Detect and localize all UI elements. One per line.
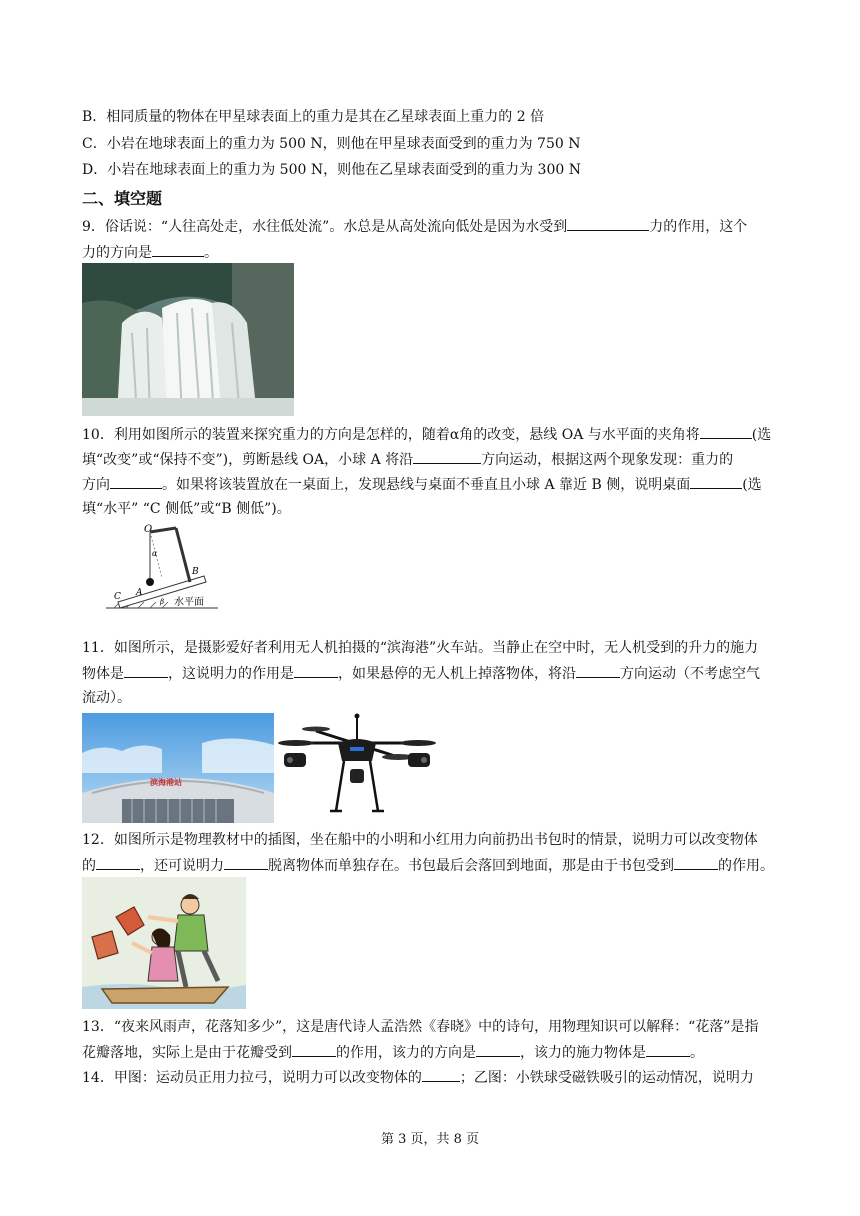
- station-image: [82, 713, 274, 823]
- q13-text-b: 的作用，该力的方向是: [336, 1045, 476, 1061]
- label-alpha: α: [152, 549, 158, 558]
- q10-blank-2: [413, 449, 481, 464]
- q13-line2: [82, 1042, 704, 1063]
- label-ground: 水平面: [174, 597, 204, 608]
- q11-line3: 流动）。: [82, 690, 131, 706]
- q12-text-b: ，还可说明力: [140, 858, 224, 874]
- q10-text-c: 填“改变”或“保持不变”)，剪断悬线 OA，小球 A 将沿: [82, 452, 414, 468]
- q13-text-c: ，该力的施力物体是: [520, 1045, 646, 1061]
- q9-blank-2: [152, 242, 204, 257]
- q13-line1: 13．“夜来风雨声，花落知多少”，这是唐代诗人孟浩然《春晓》中的诗句，用物理知识可以解释：“花落”是指: [82, 1019, 759, 1035]
- q12-line2: [82, 855, 774, 876]
- q14-text-b: ；乙图：小铁球受磁铁吸引的运动情况，说明力: [459, 1070, 754, 1086]
- q11-blank-2: [294, 663, 338, 678]
- q12-blank-2: [224, 855, 268, 870]
- q10-text-b: (选: [751, 427, 772, 443]
- q11-text-c: ，如果悬停的无人机上掉落物体，将沿: [338, 666, 576, 682]
- q12-text-c: 脱离物体而单独存在。书包最后会落回到地面，那是由于书包受到: [268, 858, 674, 874]
- q11-text-b: ，这说明力的作用是: [168, 666, 294, 682]
- q9-text-d: 。: [204, 245, 218, 261]
- q13-text-d: 。: [690, 1045, 704, 1061]
- q10-line3: [82, 474, 762, 495]
- section-title: 二、填空题: [82, 189, 163, 208]
- q10-blank-4: [690, 474, 742, 489]
- q10-text-f: 。如果将该装置放在一桌面上，发现悬线与桌面不垂直且小球 A 靠近 B 侧，说明桌面: [162, 477, 691, 493]
- boat-illustration: [82, 877, 246, 1009]
- q10-line2: [82, 449, 733, 470]
- q9-text-a: 9．俗话说：“人往高处走，水往低处流”。水总是从高处流向低处是因为水受到: [82, 219, 568, 235]
- gravity-direction-diagram: [104, 522, 220, 614]
- option-c: C．小岩在地球表面上的重力为 500 N，则他在甲星球表面受到的重力为 750 N: [82, 136, 581, 152]
- q11-line1: 11．如图所示，是摄影爱好者利用无人机拍摄的“滨海港”火车站。当静止在空中时，无人机受到的升力的施力: [82, 640, 759, 656]
- q12-text-a: 的: [82, 858, 96, 874]
- q10-text-e: 方向: [82, 477, 110, 493]
- option-d: D．小岩在地球表面上的重力为 500 N，则他在乙星球表面受到的重力为 300 N: [82, 162, 581, 178]
- label-o: O: [144, 524, 153, 535]
- q9-blank-1: [567, 216, 649, 231]
- q10-blank-1: [700, 424, 752, 439]
- q14-line1: [82, 1067, 754, 1088]
- q14-text-a: 14．甲图：运动员正用力拉弓，说明力可以改变物体的: [82, 1070, 422, 1086]
- q13-text-a: 花瓣落地，实际上是由于花瓣受到: [82, 1045, 292, 1061]
- q13-blank-3: [646, 1042, 690, 1057]
- station-sign: 滨海港站: [150, 778, 182, 787]
- q9-text-b: 力的作用，这个: [649, 219, 748, 235]
- label-c: C: [114, 592, 121, 602]
- q12-blank-1: [96, 855, 140, 870]
- label-b: B: [192, 567, 199, 577]
- q11-text-d: 方向运动（不考虑空气: [620, 666, 760, 682]
- q14-blank-1: [422, 1067, 460, 1082]
- label-beta: β: [160, 598, 165, 606]
- q12-text-d: 的作用。: [718, 858, 774, 874]
- q11-text-a: 物体是: [82, 666, 124, 682]
- q13-blank-1: [292, 1042, 336, 1057]
- drone-image: [276, 713, 438, 817]
- q10-line4: 填“水平” “C 侧低”或“B 侧低”)。: [82, 501, 291, 517]
- q12-line1: 12．如图所示是物理教材中的插图，坐在船中的小明和小红用力向前扔出书包时的情景，说明力可以改变物体: [82, 832, 758, 848]
- q10-blank-3: [110, 474, 162, 489]
- q11-blank-3: [576, 663, 620, 678]
- q10-text-d: 方向运动，根据这两个现象发现：重力的: [481, 452, 734, 468]
- q9-line1: [82, 216, 747, 237]
- q9-text-c: 力的方向是: [82, 245, 152, 261]
- option-b: B．相同质量的物体在甲星球表面上的重力是其在乙星球表面上重力的 2 倍: [82, 109, 545, 125]
- q9-line2: [82, 242, 218, 263]
- q10-line1: [82, 424, 771, 445]
- q10-text-a: 10．利用如图所示的装置来探究重力的方向是怎样的，随着α角的改变，悬线 OA 与水平面的夹角将: [82, 427, 700, 443]
- q11-line2: [82, 663, 760, 684]
- q13-blank-2: [476, 1042, 520, 1057]
- waterfall-image: [82, 263, 294, 416]
- label-a: A: [136, 588, 143, 598]
- q10-text-g: (选: [742, 477, 762, 493]
- page-footer: 第 3 页，共 8 页: [380, 1132, 480, 1147]
- q11-blank-1: [124, 663, 168, 678]
- q12-blank-3: [674, 855, 718, 870]
